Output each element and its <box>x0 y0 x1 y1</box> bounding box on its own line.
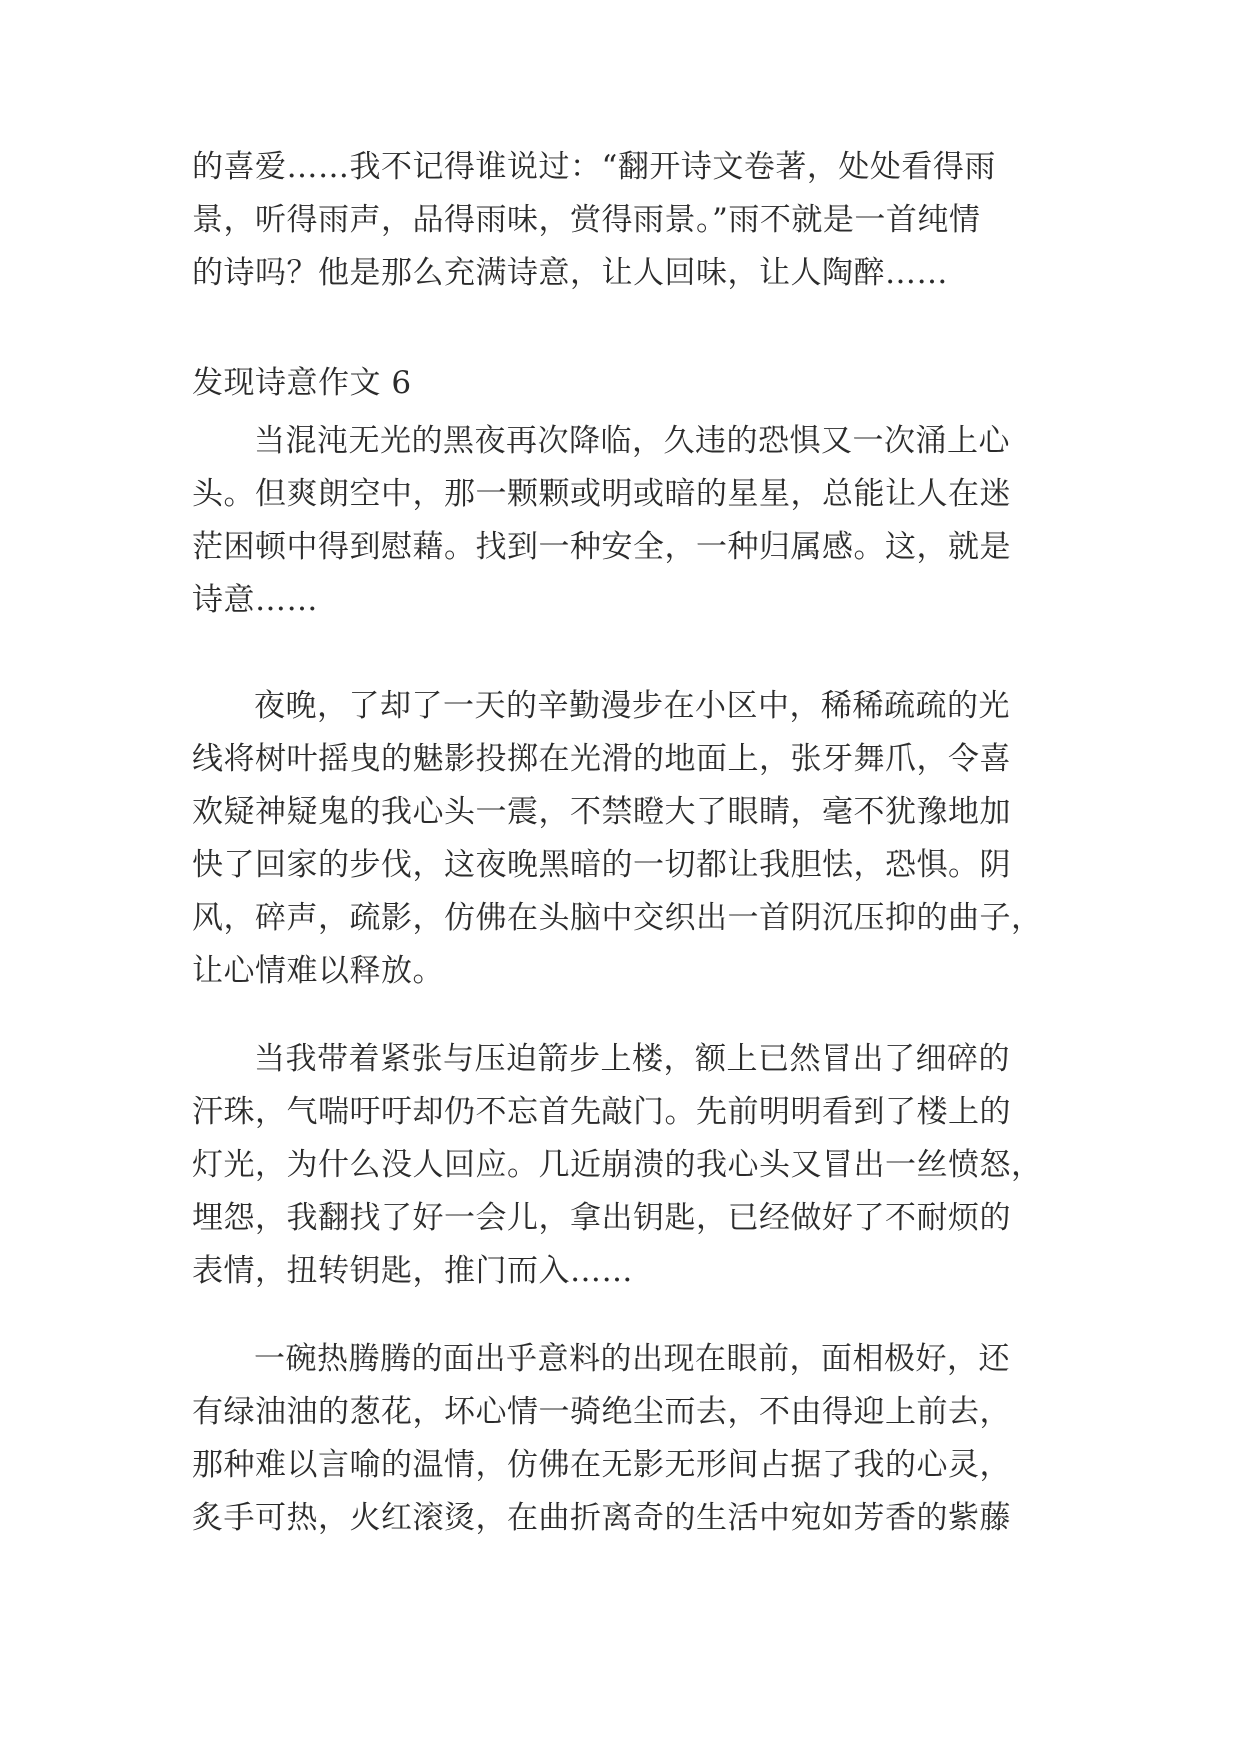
paragraph-line: 灯光，为什么没人回应。几近崩溃的我心头又冒出一丝愤怒， <box>192 1147 1043 1183</box>
paragraph-line: 夜晚，了却了一天的辛勤漫步在小区中，稀稀疏疏的光 <box>254 688 1010 724</box>
paragraph-line: 当混沌无光的黑夜再次降临，久违的恐惧又一次涌上心 <box>254 423 1010 459</box>
paragraph-line: 炙手可热，火红滚烫，在曲折离奇的生活中宛如芳香的紫藤 <box>192 1500 1011 1536</box>
paragraph-line: 一碗热腾腾的面出乎意料的出现在眼前，面相极好，还 <box>254 1341 1010 1377</box>
intro-line: 的诗吗？他是那么充满诗意，让人回味，让人陶醉…… <box>192 255 948 291</box>
paragraph-line: 诗意…… <box>192 582 318 618</box>
paragraph-line: 头。但爽朗空中，那一颗颗或明或暗的星星，总能让人在迷 <box>192 476 1011 512</box>
paragraph-line: 表情，扭转钥匙，推门而入…… <box>192 1253 633 1289</box>
paragraph-line: 茫困顿中得到慰藉。找到一种安全，一种归属感。这，就是 <box>192 529 1011 565</box>
paragraph-line: 风，碎声，疏影，仿佛在头脑中交织出一首阴沉压抑的曲子， <box>192 900 1043 936</box>
paragraph-line: 让心情难以释放。 <box>192 953 444 989</box>
paragraph-line: 当我带着紧张与压迫箭步上楼，额上已然冒出了细碎的 <box>254 1041 1010 1077</box>
paragraph-line: 线将树叶摇曳的魅影投掷在光滑的地面上，张牙舞爪，令喜 <box>192 741 1011 777</box>
section-title: 发现诗意作文 6 <box>192 365 412 401</box>
paragraph-line: 埋怨，我翻找了好一会儿，拿出钥匙，已经做好了不耐烦的 <box>192 1200 1011 1236</box>
paragraph-line: 有绿油油的葱花，坏心情一骑绝尘而去，不由得迎上前去， <box>192 1394 1011 1430</box>
paragraph-line: 欢疑神疑鬼的我心头一震，不禁瞪大了眼睛，毫不犹豫地加 <box>192 794 1011 830</box>
paragraph-line: 汗珠，气喘吁吁却仍不忘首先敲门。先前明明看到了楼上的 <box>192 1094 1011 1130</box>
intro-line: 的喜爱……我不记得谁说过：“翻开诗文卷著，处处看得雨 <box>192 149 996 185</box>
intro-line: 景，听得雨声，品得雨味，赏得雨景。”雨不就是一首纯情 <box>192 202 981 238</box>
paragraph-line: 快了回家的步伐，这夜晚黑暗的一切都让我胆怯，恐惧。阴 <box>192 847 1011 883</box>
paragraph-line: 那种难以言喻的温情，仿佛在无影无形间占据了我的心灵， <box>192 1447 1011 1483</box>
